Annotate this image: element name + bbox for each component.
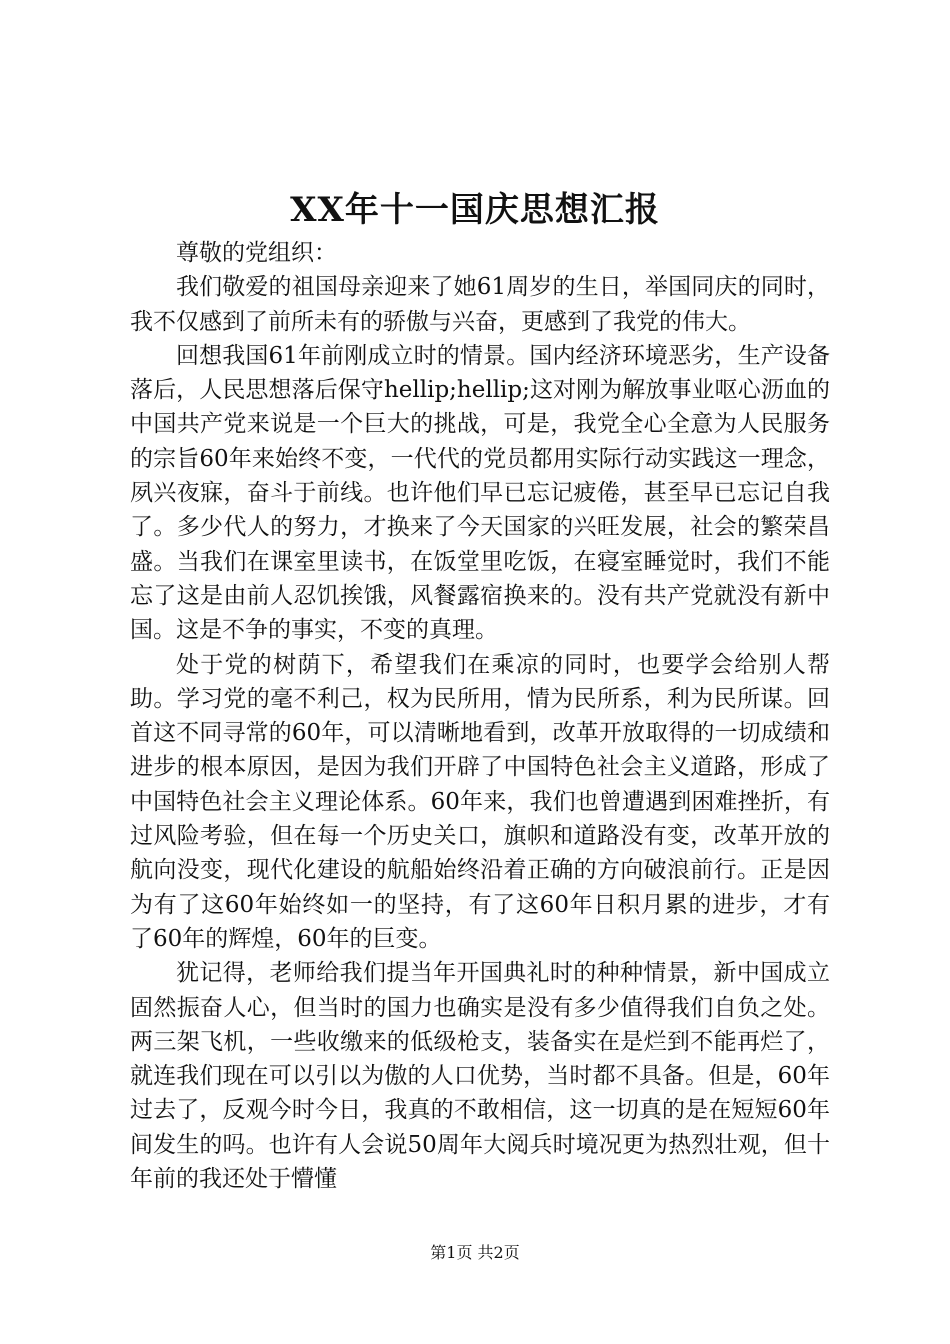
document-title: XX年十一国庆思想汇报 [290,190,660,230]
paragraph-3: 处于党的树荫下，希望我们在乘凉的同时，也要学会给别人帮助。学习党的毫不利己，权为民所用，情为民所系，利为民所谋。回首这不同寻常的60年，可以清晰地看到，改革开放取得的一切成绩和进步的根本原因，是因为我们开辟了中国特色社会主义道路，形成了中国特色社会主义理论体系。60年来，我们也曾遭遇到困难挫折，有过风险考验，但在每一个历史关口，旗帜和道路没有变，改革开放的航向没变，现代化建设的航船始终沿着正确的方向破浪前行。正是因为有了这60年始终如一的坚持，有了这60年日积月累的进步，才有了60年的辉煌，60年的巨变。 [130,651,830,952]
paragraph-4: 犹记得，老师给我们提当年开国典礼时的种种情景，新中国成立固然振奋人心，但当时的国力也确实是没有多少值得我们自负之处。两三架飞机，一些收缴来的低级枪支，装备实在是烂到不能再烂了，就连我们现在可以引以为傲的人口优势，当时都不具备。但是，60年过去了，反观今时今日，我真的不敢相信，这一切真的是在短短60年间发生的吗。也许有人会说50周年大阅兵时境况更为热烈壮观，但十年前的我还处于懵懂 [130,960,830,1193]
paragraph-1: 我们敬爱的祖国母亲迎来了她61周岁的生日，举国同庆的同时，我不仅感到了前所未有的骄傲与兴奋，更感到了我党的伟大。 [130,274,830,335]
document-body [130,236,830,1196]
salutation: 尊敬的党组织： [176,240,337,266]
paragraph-2: 回想我国61年前刚成立时的情景。国内经济环境恶劣，生产设备落后，人民思想落后保守hellip;hellip;这对刚为解放事业呕心沥血的中国共产党来说是一个巨大的挑战，可是，我党全心全意为人民服务的宗旨60年来始终不变，一代代的党员都用实际行动实践这一理念，夙兴夜寐，奋斗于前线。也许他们早已忘记疲倦，甚至早已忘记自我了。多少代人的努力，才换来了今天国家的兴旺发展，社会的繁荣昌盛。当我们在课室里读书，在饭堂里吃饭，在寝室睡觉时，我们不能忘了这是由前人忍饥挨饿，风餐露宿换来的。没有共产党就没有新中国。这是不争的事实，不变的真理。 [130,342,830,644]
page-footer: 第1页 共2页 [430,1243,520,1262]
